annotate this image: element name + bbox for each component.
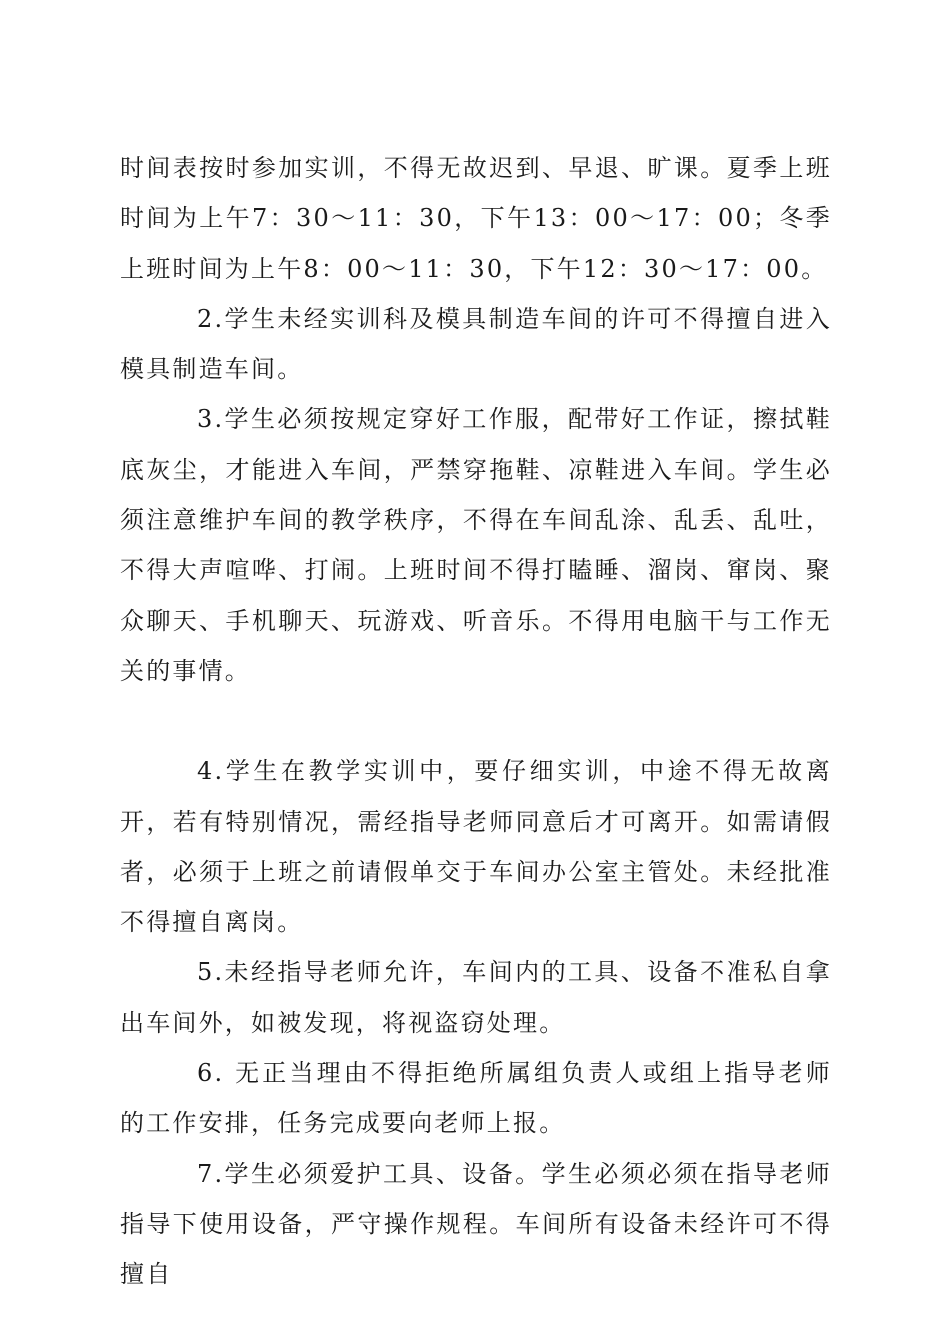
document-body (120, 143, 832, 1300)
paragraph-rule-3: 3.学生必须按规定穿好工作服，配带好工作证，擦拭鞋底灰尘，才能进入车间，严禁穿拖鞋、凉鞋进入车间。学生必须注意维护车间的教学秩序，不得在车间乱涂、乱丢、乱吐，不得大声喧哗、打闹。上班时间不得打瞌睡、溜岗、窜岗、聚众聊天、手机聊天、玩游戏、听音乐。不得用电脑干与工作无关的事情。 (120, 405, 832, 685)
paragraph-rule-7: 7.学生必须爱护工具、设备。学生必须必须在指导老师指导下使用设备，严守操作规程。车间所有设备未经许可不得擅自 (120, 1159, 832, 1289)
paragraph-rule-2: 2.学生未经实训科及模具制造车间的许可不得擅自进入模具制造车间。 (120, 304, 832, 384)
paragraph-work-hours: 时间表按时参加实训，不得无故迟到、早退、旷课。夏季上班时间为上午7：30～11：30，下午13：00～17：00；冬季上班时间为上午8：00～11：30，下午12：30～17：00。 (120, 154, 832, 283)
paragraph-rule-4: 4.学生在教学实训中，要仔细实训，中途不得无故离开，若有特别情况，需经指导老师同意后才可离开。如需请假者，必须于上班之前请假单交于车间办公室主管处。未经批准不得擅自离岗。 (120, 757, 832, 937)
paragraph-rule-6: 6. 无正当理由不得拒绝所属组负责人或组上指导老师的工作安排，任务完成要向老师上报。 (120, 1059, 832, 1138)
paragraph-rule-5: 5.未经指导老师允许，车间内的工具、设备不准私自拿出车间外，如被发现，将视盗窃处理。 (120, 958, 832, 1037)
